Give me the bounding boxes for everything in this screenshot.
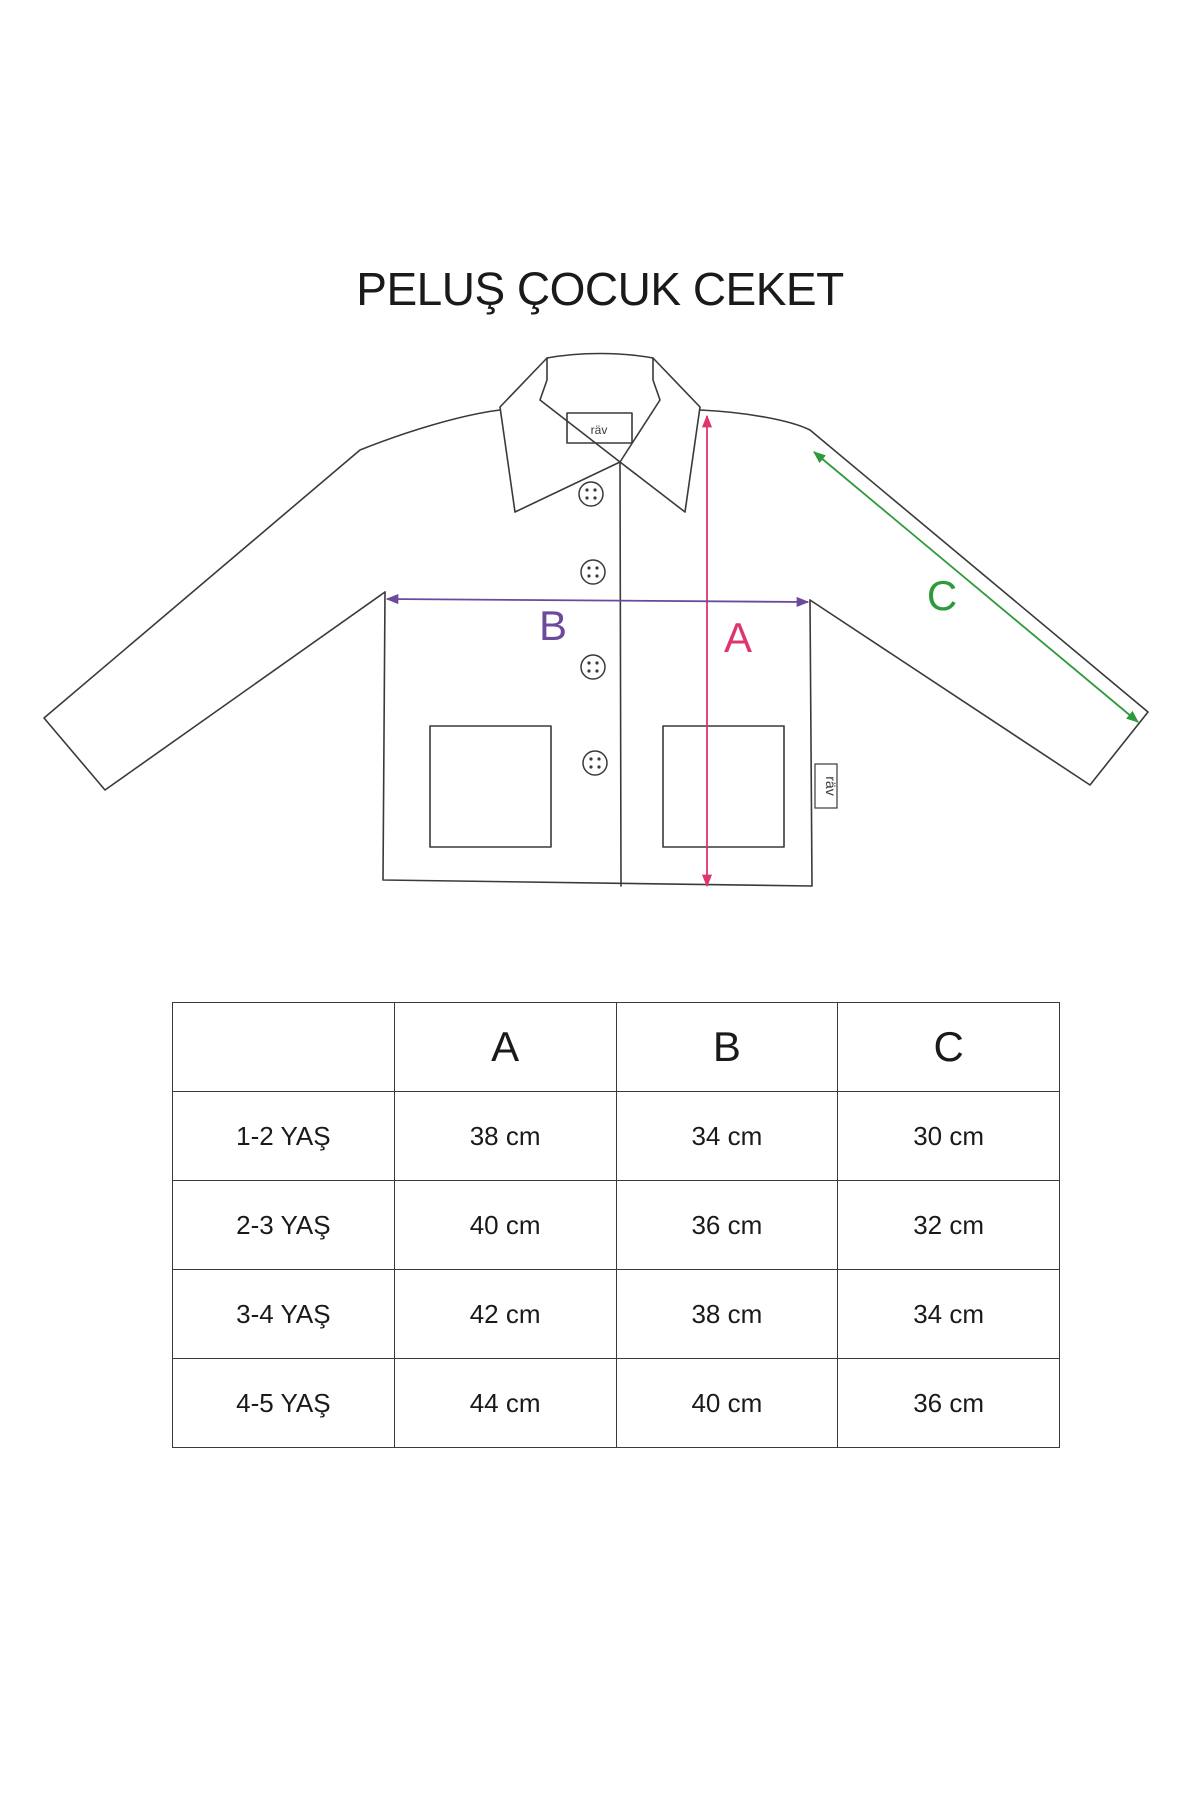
table-row	[173, 1181, 1060, 1270]
button-icon	[579, 482, 603, 506]
size-table	[172, 1002, 1060, 1448]
right-sleeve-outline	[700, 410, 1148, 785]
value-cell: 38 cm	[394, 1092, 616, 1181]
right-pocket	[663, 726, 784, 847]
measure-b-label: B	[538, 602, 568, 649]
header-cell-a: A	[394, 1003, 616, 1092]
value-cell: 34 cm	[616, 1092, 838, 1181]
value-cell: 32 cm	[838, 1181, 1060, 1270]
measure-c-label: C	[926, 572, 958, 619]
table-row	[173, 1359, 1060, 1448]
value-cell: 40 cm	[616, 1359, 838, 1448]
value-cell: 34 cm	[838, 1270, 1060, 1359]
value-cell: 30 cm	[838, 1092, 1060, 1181]
value-cell: 40 cm	[394, 1181, 616, 1270]
size-cell: 1-2 YAŞ	[173, 1092, 395, 1181]
measure-b-line	[387, 599, 808, 602]
table-header-row	[173, 1003, 1060, 1092]
collar-band	[547, 354, 653, 359]
button-icon	[583, 751, 607, 775]
table-row	[173, 1092, 1060, 1181]
value-cell: 42 cm	[394, 1270, 616, 1359]
neck-label-brand: räv	[590, 423, 608, 437]
size-cell: 3-4 YAŞ	[173, 1270, 395, 1359]
size-cell: 2-3 YAŞ	[173, 1181, 395, 1270]
measure-c-line	[814, 452, 1138, 722]
button-icon	[581, 560, 605, 584]
left-pocket	[430, 726, 551, 847]
value-cell: 36 cm	[616, 1181, 838, 1270]
size-cell: 4-5 YAŞ	[173, 1359, 395, 1448]
header-cell-c: C	[838, 1003, 1060, 1092]
placket-line	[620, 462, 621, 886]
side-tag-brand: räv	[823, 776, 839, 796]
measure-a-label: A	[723, 614, 753, 661]
header-cell-b: B	[616, 1003, 838, 1092]
button-icon	[581, 655, 605, 679]
value-cell: 38 cm	[616, 1270, 838, 1359]
page-title: PELUŞ ÇOCUK CEKET	[356, 263, 844, 315]
value-cell: 44 cm	[394, 1359, 616, 1448]
table-row	[173, 1270, 1060, 1359]
header-cell	[173, 1003, 395, 1092]
value-cell: 36 cm	[838, 1359, 1060, 1448]
